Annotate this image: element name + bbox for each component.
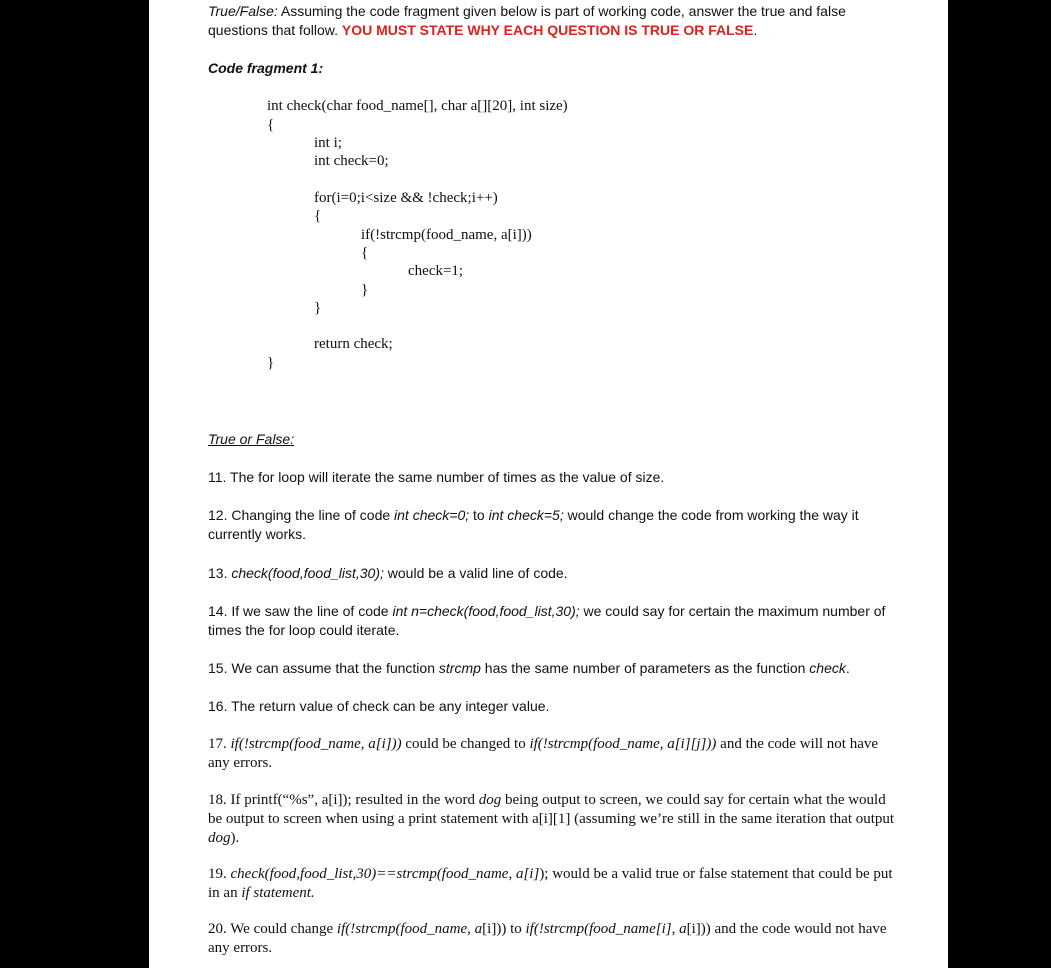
document-page	[149, 0, 948, 968]
code-line: int check=0;	[314, 153, 389, 169]
question-19: 19. check(food,food_list,30)==strcmp(food_name, a[i]); would be a valid true or false statement that could be put in an if statement.	[208, 866, 893, 901]
question-20: 20. We could change if(!strcmp(food_name, a[i])) to if(!strcmp(food_name[i], a[i])) and the code would not have any errors.	[208, 921, 887, 956]
question-13: 13. check(food,food_list,30); would be a valid line of code.	[208, 565, 568, 581]
code-line: }	[361, 282, 369, 298]
question-18: 18. If printf(“%s”, a[i]); resulted in the word dog being output to screen, we could say for certain what the would be output to screen when using a print statement with a[i][1] (assuming we’re still in the same iteration that output dog).	[208, 792, 895, 846]
code-line: for(i=0;i<size && !check;i++)	[314, 190, 498, 206]
code-line: int i;	[314, 135, 342, 151]
question-15: 15. We can assume that the function strcmp has the same number of parameters as the function check.	[208, 660, 850, 676]
code-line: int check(char food_name[], char a[][20], int size)	[267, 98, 568, 114]
fragment-heading: Code fragment 1:	[208, 60, 324, 76]
intro-emphasis: YOU MUST STATE WHY EACH QUESTION IS TRUE OR FALSE	[341, 22, 754, 38]
intro-label: True/False:	[208, 3, 278, 19]
code-line: check=1;	[408, 263, 464, 279]
intro-end: .	[753, 22, 758, 38]
true-false-heading: True or False:	[208, 431, 295, 447]
question-14: 14. If we saw the line of code int n=check(food,food_list,30); we could say for certain the maximum number of times the for loop could iterate.	[208, 603, 886, 638]
question-16: 16. The return value of check can be any integer value.	[208, 698, 550, 714]
intro-text: Assuming the code fragment given below is part of working code, answer the true and false questions that follow.	[208, 3, 846, 38]
code-line: {	[314, 208, 322, 224]
question-11: 11. The for loop will iterate the same number of times as the value of size.	[208, 469, 665, 485]
intro-paragraph	[208, 2, 898, 40]
code-line: return check;	[314, 336, 393, 352]
code-line: {	[361, 245, 369, 261]
code-line: }	[267, 355, 275, 371]
question-12: 12. Changing the line of code int check=0; to int check=5; would change the code from working the way it currently works.	[208, 507, 859, 542]
code-line: }	[314, 300, 322, 316]
question-17: 17. if(!strcmp(food_name, a[i])) could be changed to if(!strcmp(food_name, a[i][j])) and the code will not have any errors.	[208, 736, 879, 771]
code-line: if(!strcmp(food_name, a[i]))	[361, 227, 532, 243]
code-line: {	[267, 117, 275, 133]
